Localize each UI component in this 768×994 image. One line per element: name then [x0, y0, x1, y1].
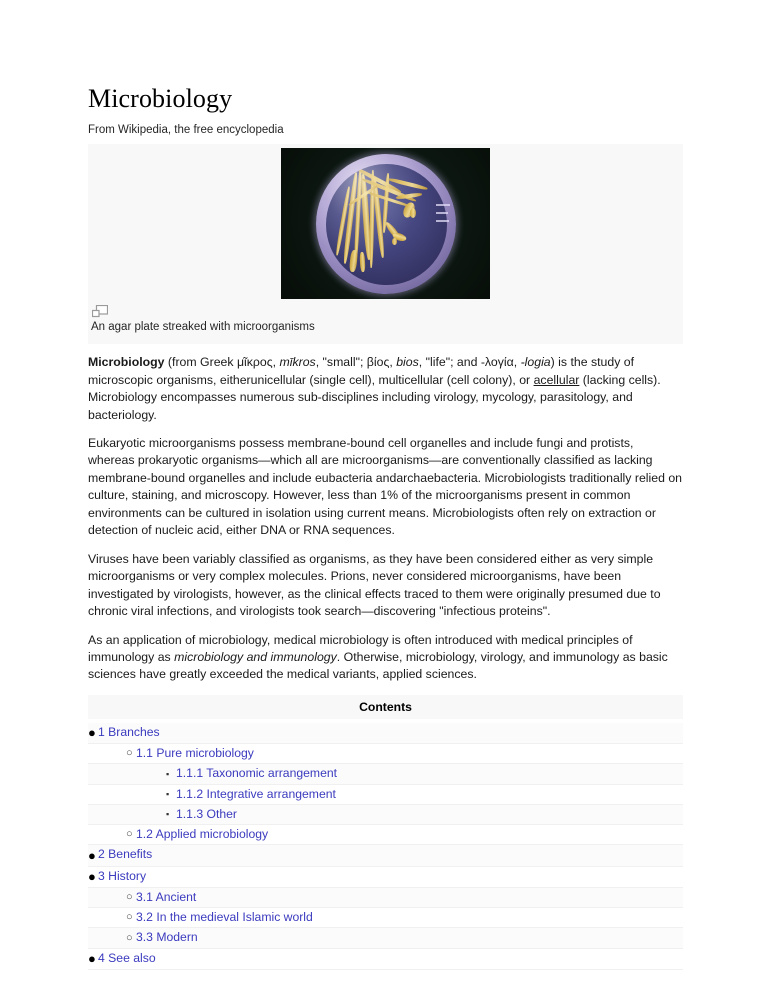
toc-link[interactable]: 3 History	[98, 868, 147, 883]
lead-text-d: ) is the study of microscopic organisms, eitherunicellular (single cell), multicellular (cell colony), or	[88, 355, 635, 387]
toc-link[interactable]: 1.1.3 Other	[176, 806, 237, 821]
toc-link[interactable]: 1.2 Applied microbiology	[136, 827, 269, 842]
dish-label-mark	[436, 220, 449, 222]
list-bullet-icon: ○	[126, 931, 133, 944]
toc-row	[88, 908, 683, 928]
lead-term: Microbiology	[88, 355, 165, 370]
dish-label-mark	[436, 212, 448, 214]
petri-dish-agar	[326, 164, 447, 285]
toc-link[interactable]: 4 See also	[98, 950, 156, 965]
lead-text-c: , "life"; and -λογία,	[418, 355, 521, 370]
table-of-contents	[88, 723, 683, 970]
paragraph-viruses: Viruses have been variably classified as organisms, as they have been considered either as very simple microorganisms or very complex molecules. Prions, never considered microorganisms, have been investigated by virologists, however, as the clinical effects traced to them were originally presumed due to chronic viral infections, and virologists took search—discovering "infectious proteins".	[88, 551, 661, 619]
toc-item	[88, 867, 683, 888]
toc-item	[88, 825, 683, 845]
agar-plate-image[interactable]	[281, 148, 490, 299]
site-tagline: From Wikipedia, the free encyclopedia	[88, 123, 284, 136]
toc-item	[88, 785, 683, 805]
p4-italic-phrase: microbiology and immunology	[174, 650, 337, 664]
toc-link[interactable]: 3.1 Ancient	[136, 889, 197, 904]
list-bullet-icon: ○	[126, 828, 133, 841]
image-caption: An agar plate streaked with microorganisms	[91, 321, 315, 334]
list-bullet-icon: ●	[88, 868, 96, 884]
toc-row	[88, 949, 683, 970]
toc-item	[88, 805, 683, 825]
toc-row	[88, 928, 683, 948]
toc-row	[88, 744, 683, 764]
contents-heading: Contents	[88, 695, 683, 719]
toc-row	[88, 723, 683, 744]
toc-row	[88, 825, 683, 845]
toc-item	[88, 888, 683, 908]
greek-translit-logia: -logia	[520, 355, 551, 370]
toc-item	[88, 764, 683, 784]
toc-row	[88, 764, 683, 784]
paragraph-medical-microbiology	[88, 632, 683, 684]
lead-paragraph	[88, 354, 683, 424]
page-title: Microbiology	[88, 84, 233, 113]
greek-translit-bios: bios	[396, 355, 419, 370]
toc-link[interactable]: 3.2 In the medieval Islamic world	[136, 910, 313, 925]
list-bullet-icon: ○	[126, 747, 133, 760]
toc-row	[88, 805, 683, 825]
lead-text-e: (lacking cells). Microbiology encompasses numerous sub-disciplines including virology, mycology, parasitology, and bacteriology.	[88, 372, 661, 422]
paragraph-eukaryotic: Eukaryotic microorganisms possess membrane-bound cell organelles and include fungi and protists, whereas prokaryotic organisms—which all are microorganisms—are conventionally classified as lacking membrane-bound organelles and include eubacteria andarchaebacteria. Microbiologists traditionally relied on culture, staining, and microscopy. However, less than 1% of the microorganisms present in common environments can be cultured in isolation using current means. Microbiologists often rely on extraction or detection of nucleic acid, either DNA or RNA sequences.	[88, 436, 683, 538]
list-bullet-icon: ●	[88, 725, 96, 741]
toc-item	[88, 928, 683, 948]
p4-text-b: . Otherwise, microbiology, virology, and immunology as basic sciences have greatly exceeded the medical variants, applied sciences.	[88, 650, 668, 682]
lead-text-b: , "small"; βίος,	[315, 355, 397, 370]
list-bullet-icon: ▪	[166, 809, 170, 820]
acellular-link[interactable]: acellular	[533, 372, 580, 387]
toc-link[interactable]: 1 Branches	[98, 724, 160, 739]
toc-link[interactable]: 1.1.1 Taxonomic arrangement	[176, 766, 338, 781]
toc-link[interactable]: 3.3 Modern	[136, 930, 198, 945]
p4-text-a: As an application of microbiology, medical microbiology is often introduced with medical principles of immunology as	[88, 632, 633, 664]
list-bullet-icon: ●	[88, 951, 96, 967]
toc-row	[88, 785, 683, 805]
list-bullet-icon: ▪	[166, 788, 170, 799]
list-bullet-icon: ○	[126, 911, 133, 924]
list-bullet-icon: ○	[126, 891, 133, 904]
list-bullet-icon: ●	[88, 847, 96, 863]
toc-link[interactable]: 1.1 Pure microbiology	[136, 746, 254, 761]
toc-row	[88, 888, 683, 908]
toc-item	[88, 908, 683, 928]
toc-item	[88, 744, 683, 764]
enlarge-icon[interactable]	[92, 305, 108, 318]
dish-label-mark	[436, 204, 450, 206]
toc-item	[88, 845, 683, 866]
toc-row	[88, 867, 683, 888]
list-bullet-icon: ▪	[166, 768, 170, 779]
toc-link[interactable]: 2 Benefits	[98, 847, 153, 862]
image-thumbnail-frame	[88, 144, 683, 344]
lead-text-a: (from Greek μῖκρος,	[164, 355, 280, 370]
greek-translit-mikros: mīkros	[279, 355, 316, 370]
toc-row	[88, 845, 683, 866]
toc-item	[88, 723, 683, 744]
toc-link[interactable]: 1.1.2 Integrative arrangement	[176, 786, 336, 801]
toc-item	[88, 949, 683, 970]
